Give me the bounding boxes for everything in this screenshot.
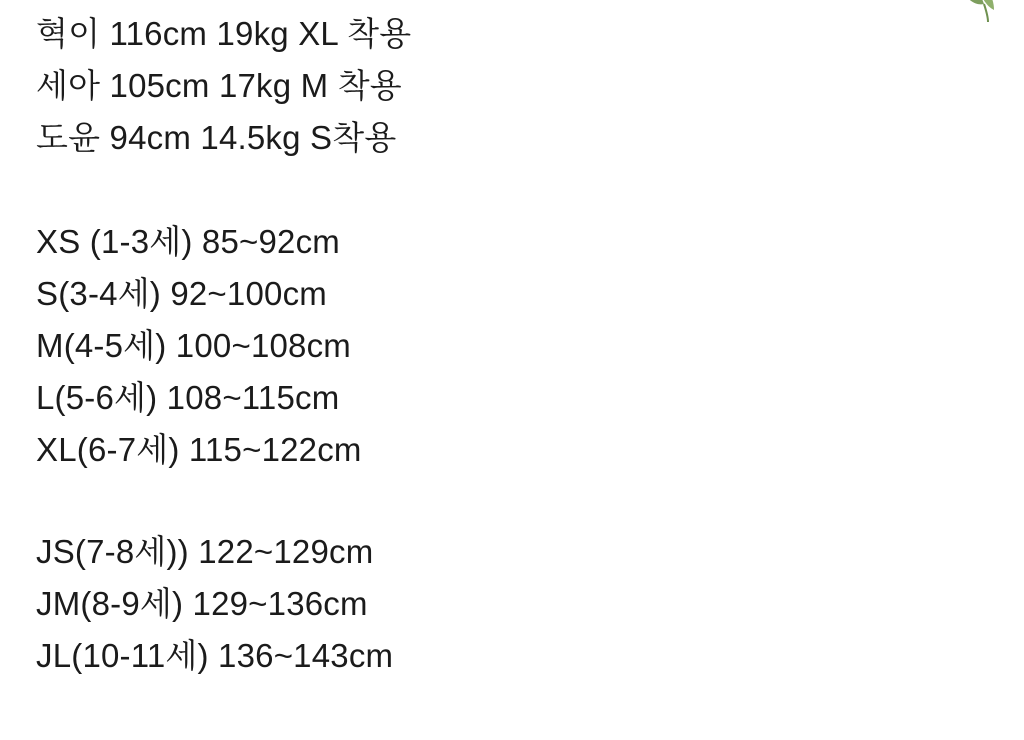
- spacer: [36, 476, 986, 526]
- size-row: JS(7-8세)) 122~129cm: [36, 533, 374, 570]
- model-fit-block: [36, 8, 986, 164]
- size-row: XS (1-3세) 85~92cm: [36, 223, 340, 260]
- size-row: XL(6-7세) 115~122cm: [36, 431, 362, 468]
- kids-size-chart-block: [36, 216, 986, 476]
- size-row: JM(8-9세) 129~136cm: [36, 585, 368, 622]
- spacer: [36, 164, 986, 216]
- size-row: L(5-6세) 108~115cm: [36, 379, 340, 416]
- junior-size-chart-block: [36, 526, 986, 682]
- size-row: JL(10-11세) 136~143cm: [36, 637, 394, 674]
- model-fit-line: 혁이 116cm 19kg XL 착용: [36, 15, 412, 52]
- model-fit-line: 세아 105cm 17kg M 착용: [36, 67, 402, 104]
- size-row: S(3-4세) 92~100cm: [36, 275, 327, 312]
- model-fit-line: 도윤 94cm 14.5kg S착용: [36, 119, 397, 156]
- size-row: M(4-5세) 100~108cm: [36, 327, 351, 364]
- size-info-text: [36, 8, 986, 682]
